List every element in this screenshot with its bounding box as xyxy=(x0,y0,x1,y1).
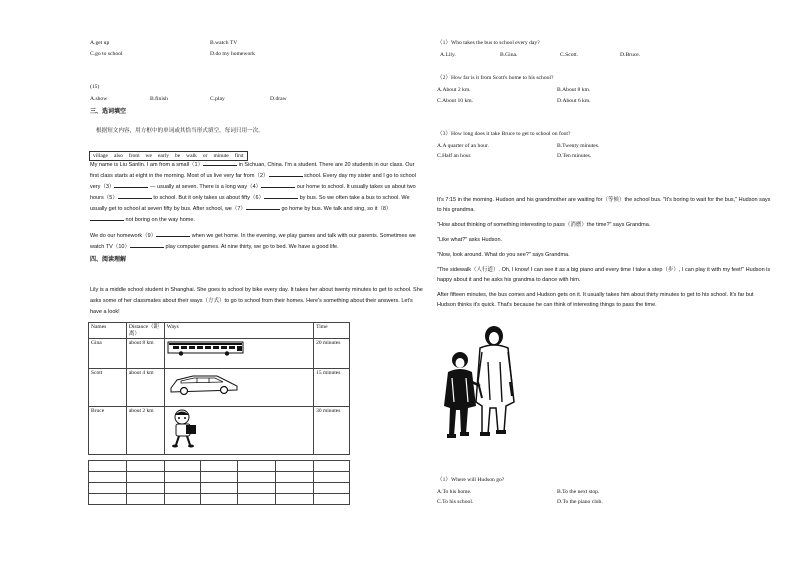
option-a: A.show xyxy=(90,96,108,102)
car-icon xyxy=(167,370,239,396)
option-d: D.Bruce. xyxy=(620,52,641,58)
table-cell xyxy=(164,407,313,455)
option-d: D.Ten minutes. xyxy=(557,153,592,159)
table-cell xyxy=(126,472,164,483)
bus-icon xyxy=(167,340,245,356)
section-instruction: 根据短文内容，用方框中的单词或其恰当形式填空，每词只用一次。 xyxy=(96,128,264,134)
word-item: village xyxy=(93,153,108,159)
reading-passage xyxy=(437,195,772,315)
table-cell xyxy=(238,483,276,494)
option-a: A.To his home. xyxy=(437,489,472,495)
table-row xyxy=(89,369,350,407)
option-d: D.About 6 km. xyxy=(557,98,591,104)
cloze-paragraph: My name is Liu Sanlin. I am from a small（1） in Sichuan, China. I'm a student. There are 20 students in our class. Our first class starts at eight in the morning. Most of us live very far from（2） school. Every day my sister and I go to school very（3） — usually at seven. There is a long way（4） our home to school. It usually takes us about two hours（5） to school. But it only takes us about fifty（6） by bus. So we often take a bus to school. We usually get to school at seven fifty by bus. After school, we（7） go home by bus. We talk and sing, so it（8） not boring on the way home. xyxy=(90,162,416,223)
table-cell: 20 minutes xyxy=(314,339,350,369)
option-d: D.To the piano club. xyxy=(557,499,603,505)
table-cell xyxy=(89,483,127,494)
option-c: C.About 10 km. xyxy=(437,98,474,104)
option-b: B.Twenty minutes. xyxy=(557,143,600,149)
table-cell xyxy=(126,461,164,472)
option-d: D.draw xyxy=(270,96,287,102)
option-a: A.get up xyxy=(90,40,110,46)
word-item: minute xyxy=(213,153,229,159)
question-stem: （1）Where will Hudson go? xyxy=(437,477,505,483)
answer-blank[interactable] xyxy=(130,242,164,248)
table-cell xyxy=(314,472,350,483)
table-row xyxy=(89,407,350,455)
answer-blank[interactable] xyxy=(156,231,190,237)
word-item: walk xyxy=(186,153,197,159)
table-cell: 15 minutes xyxy=(314,369,350,407)
answer-blank[interactable] xyxy=(261,182,295,188)
table-cell xyxy=(276,472,314,483)
passage-paragraph: After fifteen minutes, the bus comes and Hudson gets on it. It usually takes him about thirty minutes to get to his school. It's far but Hudson thinks it's quick. That's because he can think of interesting things to pass the time. xyxy=(437,292,754,308)
option-b: B.finish xyxy=(150,96,168,102)
option-c: C.Scott. xyxy=(560,52,579,58)
table-cell xyxy=(164,369,313,407)
option-a: A.A quarter of an hour. xyxy=(437,143,489,149)
option-b: B.About 8 km. xyxy=(557,87,591,93)
answer-blank[interactable] xyxy=(90,215,124,221)
option-a: A.Lily. xyxy=(440,52,456,58)
table-cell: about 4 km xyxy=(126,369,164,407)
option-d: D.do my homework xyxy=(210,51,255,57)
option-a: A.About 2 km. xyxy=(437,87,471,93)
table-cell xyxy=(89,494,127,505)
table-cell xyxy=(276,461,314,472)
answer-blank[interactable] xyxy=(269,171,303,177)
table-header: Time xyxy=(314,323,350,339)
question-stem: （3）How long does it take Bruce to get to school on foot? xyxy=(437,131,571,137)
table-cell xyxy=(238,472,276,483)
table-row xyxy=(89,339,350,369)
table-header: Names xyxy=(89,323,127,339)
question-stem: （2）How far is it from Scott's home to his school? xyxy=(437,75,554,81)
table-cell xyxy=(200,472,238,483)
word-item: be xyxy=(174,153,181,159)
transport-table xyxy=(88,322,350,455)
table-cell xyxy=(126,494,164,505)
table-cell xyxy=(164,461,200,472)
table-cell xyxy=(164,472,200,483)
cloze-passage xyxy=(90,160,424,258)
reading-intro: Lily is a middle school student in Shanghai. She goes to school by bike every day. It takes her about twenty minutes to get to school. She asks some of her classmates about their ways（方式）to go to school from their homes. Here's something about their answers. Let's have a look! xyxy=(90,287,423,315)
option-b: B.To the next stop. xyxy=(557,489,600,495)
passage-paragraph: "How about thinking of something interesting to pass（消磨）the time?" says Grandma. xyxy=(437,222,651,228)
section-title: 三、选词填空 xyxy=(90,109,127,115)
option-b: B.Gina. xyxy=(500,52,518,58)
table-cell: about 8 km xyxy=(126,339,164,369)
answer-blank[interactable] xyxy=(114,182,148,188)
option-c: C.play xyxy=(210,96,225,102)
option-c: C.Half an hour. xyxy=(437,153,472,159)
walking-boy-icon xyxy=(167,408,201,448)
table-cell xyxy=(200,494,238,505)
passage-paragraph: "Like what?" asks Hudson. xyxy=(437,237,503,243)
table-cell xyxy=(276,483,314,494)
word-item: also xyxy=(113,153,123,159)
answer-blank[interactable] xyxy=(203,160,237,166)
table-cell xyxy=(164,483,200,494)
word-item: first xyxy=(234,153,244,159)
option-c: C.To his school. xyxy=(437,499,474,505)
table-cell xyxy=(126,483,164,494)
question-number: (15) xyxy=(90,84,100,90)
table-cell xyxy=(164,494,200,505)
word-item: early xyxy=(157,153,169,159)
answer-blank[interactable] xyxy=(246,204,280,210)
passage-paragraph: "The sidewalk（人行道）. Oh, I know! I can see it as a big piano and every time I take a step（步）, I can play it with my feet!" Hudson is happy about it and he asks his grandma to dance with him. xyxy=(437,267,771,283)
table-cell xyxy=(314,461,350,472)
word-item: or xyxy=(202,153,208,159)
cloze-paragraph: We do our homework（9） when we get home. In the evening, we play games and talk with our parents. Sometimes we watch TV（10） play computer games. At nine thirty, we go to bed. We have a good life. xyxy=(90,233,416,250)
table-cell xyxy=(238,494,276,505)
table-cell: Bruce xyxy=(89,407,127,455)
table-cell xyxy=(314,483,350,494)
table-header: Ways xyxy=(164,323,313,339)
table-cell: Gina xyxy=(89,339,127,369)
grandma-and-boy-illustration xyxy=(438,322,526,446)
question-stem: （1）Who takes the bus to school every day? xyxy=(437,40,540,46)
option-b: B.watch TV xyxy=(210,40,238,46)
table-cell xyxy=(238,461,276,472)
table-cell: 30 minutes xyxy=(314,407,350,455)
table-cell xyxy=(89,472,127,483)
table-cell: Scott xyxy=(89,369,127,407)
empty-grid xyxy=(88,460,350,505)
passage-paragraph: It's 7:15 in the morning. Hudson and his grandmother are waiting for（等候）the school bus. "It's boring to wait for the bus," Hudson says to his grandma. xyxy=(437,197,771,213)
table-cell xyxy=(200,461,238,472)
table-cell: about 2 km xyxy=(126,407,164,455)
table-cell xyxy=(200,483,238,494)
table-cell xyxy=(314,494,350,505)
table-cell xyxy=(89,461,127,472)
table-header: Distance（距离） xyxy=(126,323,164,339)
answer-blank[interactable] xyxy=(118,193,152,199)
table-cell xyxy=(164,339,313,369)
word-item: from xyxy=(128,153,140,159)
word-item: we xyxy=(145,153,152,159)
passage-paragraph: "Now, look around. What do you see?" says Grandma. xyxy=(437,252,570,258)
option-c: C.go to school xyxy=(90,51,123,57)
answer-blank[interactable] xyxy=(264,193,298,199)
table-cell xyxy=(276,494,314,505)
section-title: 四、阅读理解 xyxy=(90,257,127,263)
